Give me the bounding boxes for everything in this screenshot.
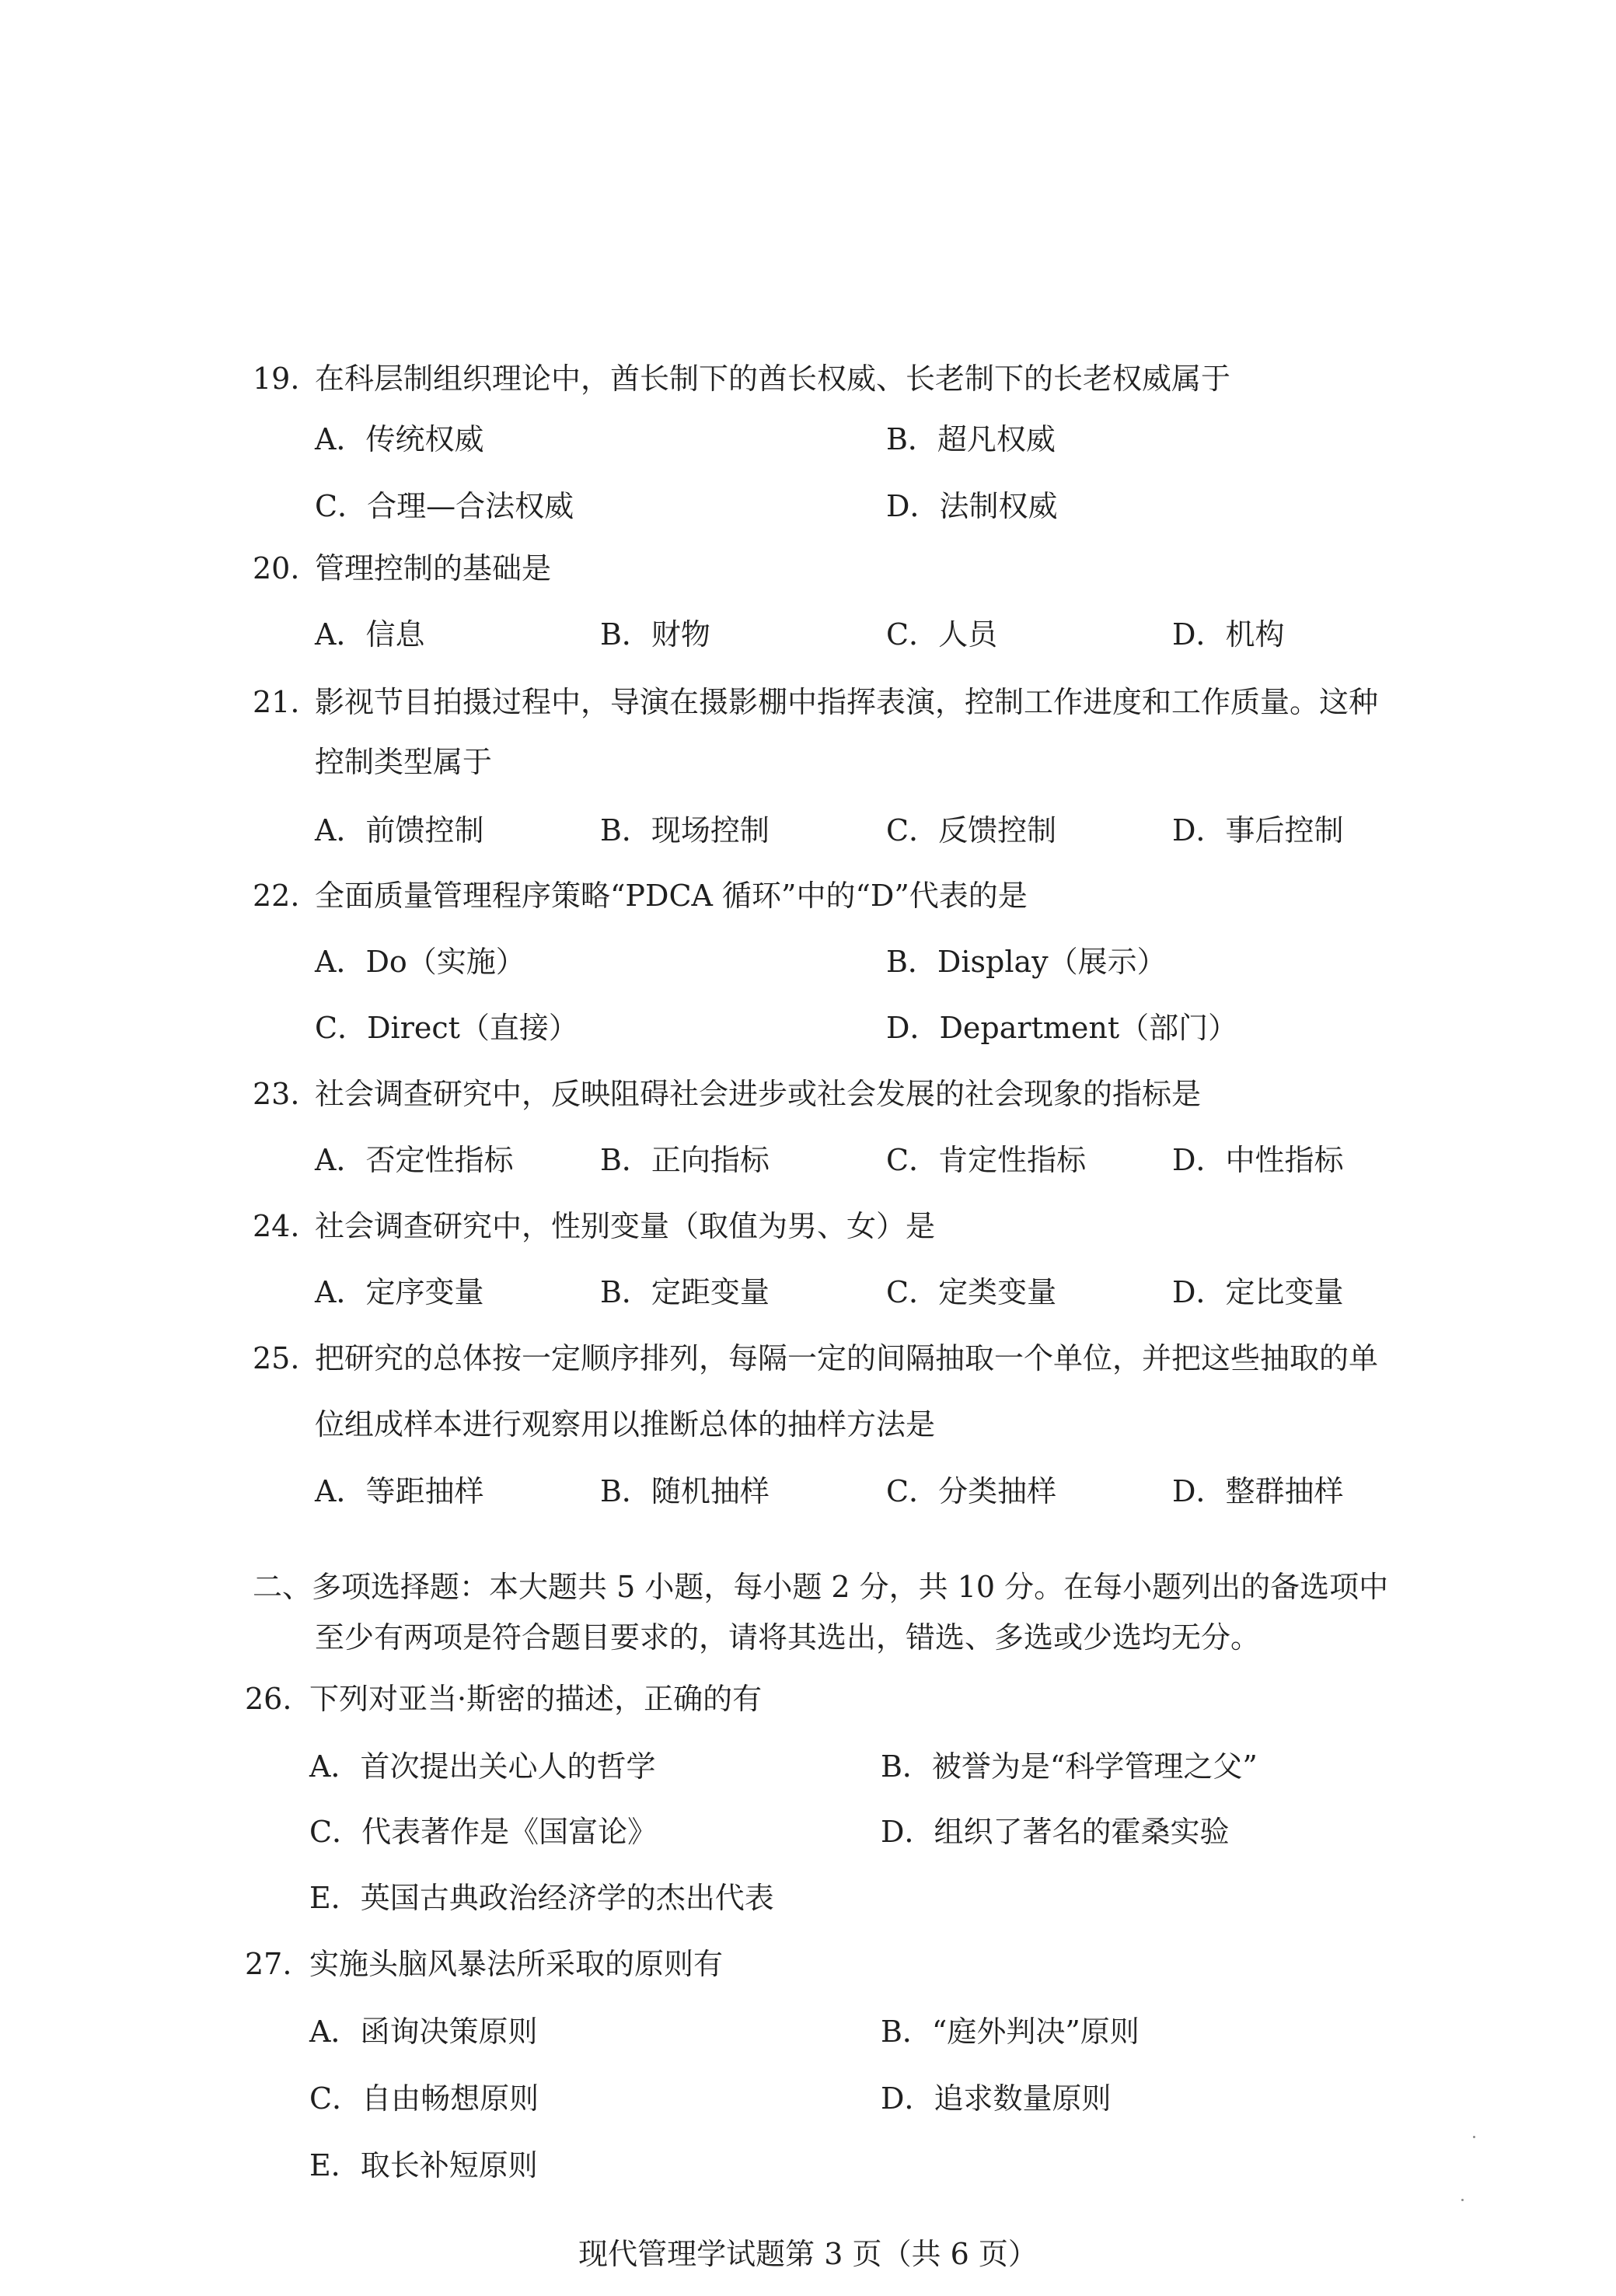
option-d: D．中性指标 <box>1172 1143 1344 1177</box>
option-c: C．代表著作是《国富论》 <box>309 1815 658 1849</box>
question-text: 全面质量管理程序策略“PDCA 循环”中的“D”代表的是 <box>315 879 1028 913</box>
question-text-line-2: 位组成样本进行观察用以推断总体的抽样方法是 <box>315 1407 936 1442</box>
question-number: 22. <box>253 879 300 913</box>
section-heading-line-2: 至少有两项是符合题目要求的，请将其选出，错选、多选或少选均无分。 <box>315 1620 1261 1655</box>
option-a: A．函询决策原则 <box>309 2015 538 2049</box>
option-d: D．整群抽样 <box>1172 1474 1344 1508</box>
option-d: D．事后控制 <box>1172 813 1344 847</box>
option-b: B．正向指标 <box>600 1143 770 1177</box>
option-d: D．定比变量 <box>1172 1275 1344 1309</box>
option-d: D．组织了著名的霍桑实验 <box>881 1815 1230 1849</box>
section-heading-line-1: 二、多项选择题：本大题共 5 小题，每小题 2 分，共 10 分。在每小题列出的备选项中 <box>253 1570 1389 1604</box>
option-d: D．机构 <box>1172 617 1285 652</box>
question-text-line-1: 把研究的总体按一定顺序排列，每隔一定的间隔抽取一个单位，并把这些抽取的单 <box>315 1341 1379 1375</box>
option-b: B．“庭外判决”原则 <box>881 2015 1140 2049</box>
option-e: E．英国古典政治经济学的杰出代表 <box>309 1881 774 1915</box>
question-number: 27. <box>245 1947 292 1981</box>
option-a: A．首次提出关心人的哲学 <box>309 1749 656 1784</box>
question-number: 26. <box>245 1682 292 1716</box>
question-text: 社会调查研究中，性别变量（取值为男、女）是 <box>315 1209 936 1243</box>
question-number: 21. <box>253 685 300 719</box>
option-a: A．等距抽样 <box>315 1474 484 1508</box>
page-footer: 现代管理学试题第 3 页（共 6 页） <box>578 2237 1038 2271</box>
question-text-line-2: 控制类型属于 <box>315 745 493 779</box>
option-c: C．肯定性指标 <box>886 1143 1087 1177</box>
option-d: D．追求数量原则 <box>881 2081 1112 2116</box>
option-d: D．Department（部门） <box>886 1011 1238 1045</box>
option-c: C．定类变量 <box>886 1275 1057 1309</box>
question-text: 实施头脑风暴法所采取的原则有 <box>309 1947 724 1981</box>
option-b: B．现场控制 <box>600 813 770 847</box>
question-number: 23. <box>253 1077 300 1111</box>
question-number: 25. <box>253 1341 300 1375</box>
option-a: A．前馈控制 <box>315 813 484 847</box>
question-number: 19. <box>253 362 300 396</box>
option-a: A．否定性指标 <box>315 1143 514 1177</box>
option-e: E．取长补短原则 <box>309 2148 538 2182</box>
option-c: C．分类抽样 <box>886 1474 1057 1508</box>
option-c: C．自由畅想原则 <box>309 2081 539 2116</box>
scan-speck <box>1473 2136 1475 2138</box>
option-c: C．Direct（直接） <box>315 1011 578 1045</box>
question-text-line-1: 影视节目拍摄过程中，导演在摄影棚中指挥表演，控制工作进度和工作质量。这种 <box>315 685 1379 719</box>
option-d: D．法制权威 <box>886 489 1058 523</box>
question-text: 社会调查研究中，反映阻碍社会进步或社会发展的社会现象的指标是 <box>315 1077 1202 1111</box>
option-c: C．合理—合法权威 <box>315 489 574 523</box>
scan-speck <box>1461 2199 1464 2201</box>
option-c: C．反馈控制 <box>886 813 1057 847</box>
question-text: 下列对亚当·斯密的描述，正确的有 <box>309 1682 763 1716</box>
question-text: 管理控制的基础是 <box>315 551 552 585</box>
option-b: B．超凡权威 <box>886 422 1056 456</box>
option-a: A．定序变量 <box>315 1275 484 1309</box>
option-a: A．Do（实施） <box>315 945 525 979</box>
option-b: B．定距变量 <box>600 1275 770 1309</box>
option-b: B．随机抽样 <box>600 1474 770 1508</box>
option-b: B．财物 <box>600 617 710 652</box>
option-b: B．Display（展示） <box>886 945 1167 979</box>
option-a: A．信息 <box>315 617 425 652</box>
question-number: 20. <box>253 551 300 585</box>
question-number: 24. <box>253 1209 300 1243</box>
option-b: B．被誉为是“科学管理之父” <box>881 1749 1258 1784</box>
option-a: A．传统权威 <box>315 422 484 456</box>
option-c: C．人员 <box>886 617 998 652</box>
question-text: 在科层制组织理论中，酋长制下的酋长权威、长老制下的长老权威属于 <box>315 362 1231 396</box>
